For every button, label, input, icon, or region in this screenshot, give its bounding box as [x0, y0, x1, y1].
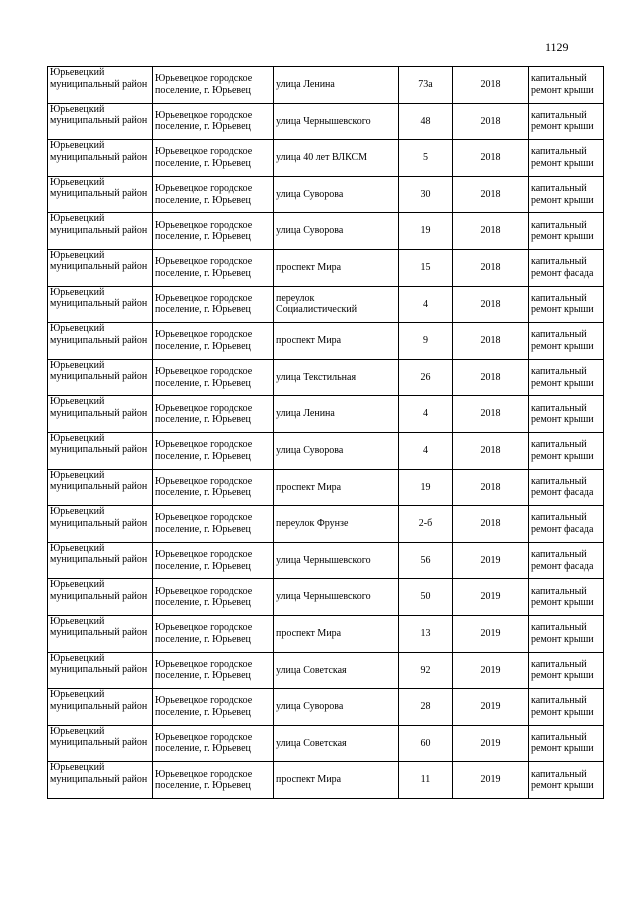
settlement-cell: Юрьевецкое городское поселение, г. Юрьевец	[153, 67, 274, 104]
settlement-cell: Юрьевецкое городское поселение, г. Юрьевец	[153, 286, 274, 323]
house-number-cell: 50	[399, 579, 453, 616]
page-number: 1129	[545, 40, 569, 54]
year-cell: 2018	[453, 249, 529, 286]
district-cell: Юрьевецкий муниципальный район	[48, 725, 153, 762]
district-cell: Юрьевецкий муниципальный район	[48, 469, 153, 506]
settlement-cell: Юрьевецкое городское поселение, г. Юрьевец	[153, 103, 274, 140]
house-number-cell: 26	[399, 359, 453, 396]
settlement-cell: Юрьевецкое городское поселение, г. Юрьевец	[153, 652, 274, 689]
table-row	[48, 652, 604, 689]
street-cell: улица Советская	[274, 725, 399, 762]
table-row	[48, 506, 604, 543]
settlement-cell: Юрьевецкое городское поселение, г. Юрьевец	[153, 140, 274, 177]
settlement-cell: Юрьевецкое городское поселение, г. Юрьевец	[153, 725, 274, 762]
district-cell: Юрьевецкий муниципальный район	[48, 396, 153, 433]
year-cell: 2018	[453, 323, 529, 360]
year-cell: 2018	[453, 469, 529, 506]
district-cell: Юрьевецкий муниципальный район	[48, 542, 153, 579]
street-cell: улица Суворова	[274, 176, 399, 213]
street-cell: улица Чернышевского	[274, 542, 399, 579]
work-type-cell: капитальный ремонт крыши	[529, 652, 604, 689]
street-cell: улица 40 лет ВЛКСМ	[274, 140, 399, 177]
house-number-cell: 5	[399, 140, 453, 177]
table-row	[48, 762, 604, 799]
work-type-cell: капитальный ремонт крыши	[529, 615, 604, 652]
settlement-cell: Юрьевецкое городское поселение, г. Юрьевец	[153, 249, 274, 286]
settlement-cell: Юрьевецкое городское поселение, г. Юрьевец	[153, 689, 274, 726]
table-row	[48, 579, 604, 616]
house-number-cell: 60	[399, 725, 453, 762]
table-row	[48, 469, 604, 506]
year-cell: 2018	[453, 396, 529, 433]
settlement-cell: Юрьевецкое городское поселение, г. Юрьевец	[153, 432, 274, 469]
table-row	[48, 689, 604, 726]
year-cell: 2019	[453, 689, 529, 726]
house-number-cell: 15	[399, 249, 453, 286]
table-row	[48, 542, 604, 579]
year-cell: 2018	[453, 432, 529, 469]
table-row	[48, 176, 604, 213]
table-row	[48, 140, 604, 177]
street-cell: проспект Мира	[274, 249, 399, 286]
district-cell: Юрьевецкий муниципальный район	[48, 506, 153, 543]
district-cell: Юрьевецкий муниципальный район	[48, 103, 153, 140]
street-cell: улица Ленина	[274, 396, 399, 433]
table-row	[48, 323, 604, 360]
house-number-cell: 4	[399, 432, 453, 469]
table-row	[48, 286, 604, 323]
house-number-cell: 56	[399, 542, 453, 579]
repair-registry-table	[47, 66, 604, 799]
work-type-cell: капитальный ремонт фасада	[529, 506, 604, 543]
street-cell: улица Советская	[274, 652, 399, 689]
district-cell: Юрьевецкий муниципальный район	[48, 213, 153, 250]
work-type-cell: капитальный ремонт фасада	[529, 542, 604, 579]
street-cell: улица Суворова	[274, 432, 399, 469]
table-row	[48, 67, 604, 104]
street-cell: проспект Мира	[274, 762, 399, 799]
table-row	[48, 725, 604, 762]
year-cell: 2018	[453, 176, 529, 213]
year-cell: 2019	[453, 542, 529, 579]
district-cell: Юрьевецкий муниципальный район	[48, 176, 153, 213]
house-number-cell: 48	[399, 103, 453, 140]
street-cell: улица Ленина	[274, 67, 399, 104]
work-type-cell: капитальный ремонт фасада	[529, 249, 604, 286]
work-type-cell: капитальный ремонт крыши	[529, 67, 604, 104]
work-type-cell: капитальный ремонт крыши	[529, 396, 604, 433]
house-number-cell: 4	[399, 396, 453, 433]
settlement-cell: Юрьевецкое городское поселение, г. Юрьевец	[153, 542, 274, 579]
street-cell: проспект Мира	[274, 615, 399, 652]
year-cell: 2019	[453, 615, 529, 652]
work-type-cell: капитальный ремонт фасада	[529, 469, 604, 506]
year-cell: 2018	[453, 213, 529, 250]
district-cell: Юрьевецкий муниципальный район	[48, 286, 153, 323]
settlement-cell: Юрьевецкое городское поселение, г. Юрьевец	[153, 213, 274, 250]
district-cell: Юрьевецкий муниципальный район	[48, 140, 153, 177]
year-cell: 2019	[453, 579, 529, 616]
year-cell: 2018	[453, 140, 529, 177]
house-number-cell: 4	[399, 286, 453, 323]
house-number-cell: 13	[399, 615, 453, 652]
street-cell: проспект Мира	[274, 469, 399, 506]
work-type-cell: капитальный ремонт крыши	[529, 432, 604, 469]
work-type-cell: капитальный ремонт крыши	[529, 579, 604, 616]
year-cell: 2018	[453, 103, 529, 140]
year-cell: 2018	[453, 506, 529, 543]
house-number-cell: 11	[399, 762, 453, 799]
settlement-cell: Юрьевецкое городское поселение, г. Юрьевец	[153, 579, 274, 616]
table-row	[48, 213, 604, 250]
table-row	[48, 103, 604, 140]
year-cell: 2018	[453, 359, 529, 396]
registry-body	[48, 67, 604, 799]
district-cell: Юрьевецкий муниципальный район	[48, 249, 153, 286]
district-cell: Юрьевецкий муниципальный район	[48, 762, 153, 799]
work-type-cell: капитальный ремонт крыши	[529, 213, 604, 250]
district-cell: Юрьевецкий муниципальный район	[48, 323, 153, 360]
work-type-cell: капитальный ремонт крыши	[529, 725, 604, 762]
table-row	[48, 249, 604, 286]
year-cell: 2019	[453, 725, 529, 762]
district-cell: Юрьевецкий муниципальный район	[48, 579, 153, 616]
settlement-cell: Юрьевецкое городское поселение, г. Юрьевец	[153, 323, 274, 360]
settlement-cell: Юрьевецкое городское поселение, г. Юрьевец	[153, 359, 274, 396]
house-number-cell: 28	[399, 689, 453, 726]
street-cell: переулок Социалистический	[274, 286, 399, 323]
street-cell: улица Чернышевского	[274, 103, 399, 140]
house-number-cell: 19	[399, 213, 453, 250]
year-cell: 2018	[453, 286, 529, 323]
settlement-cell: Юрьевецкое городское поселение, г. Юрьевец	[153, 176, 274, 213]
work-type-cell: капитальный ремонт крыши	[529, 689, 604, 726]
street-cell: улица Текстильная	[274, 359, 399, 396]
year-cell: 2018	[453, 67, 529, 104]
street-cell: улица Суворова	[274, 689, 399, 726]
settlement-cell: Юрьевецкое городское поселение, г. Юрьевец	[153, 762, 274, 799]
district-cell: Юрьевецкий муниципальный район	[48, 359, 153, 396]
work-type-cell: капитальный ремонт крыши	[529, 140, 604, 177]
settlement-cell: Юрьевецкое городское поселение, г. Юрьевец	[153, 615, 274, 652]
table-row	[48, 615, 604, 652]
house-number-cell: 92	[399, 652, 453, 689]
street-cell: улица Чернышевского	[274, 579, 399, 616]
table-row	[48, 359, 604, 396]
house-number-cell: 2-б	[399, 506, 453, 543]
street-cell: переулок Фрунзе	[274, 506, 399, 543]
house-number-cell: 9	[399, 323, 453, 360]
street-cell: улица Суворова	[274, 213, 399, 250]
house-number-cell: 19	[399, 469, 453, 506]
table-row	[48, 432, 604, 469]
district-cell: Юрьевецкий муниципальный район	[48, 689, 153, 726]
settlement-cell: Юрьевецкое городское поселение, г. Юрьевец	[153, 396, 274, 433]
work-type-cell: капитальный ремонт крыши	[529, 103, 604, 140]
work-type-cell: капитальный ремонт крыши	[529, 323, 604, 360]
year-cell: 2019	[453, 652, 529, 689]
street-cell: проспект Мира	[274, 323, 399, 360]
district-cell: Юрьевецкий муниципальный район	[48, 652, 153, 689]
work-type-cell: капитальный ремонт крыши	[529, 762, 604, 799]
settlement-cell: Юрьевецкое городское поселение, г. Юрьевец	[153, 469, 274, 506]
house-number-cell: 30	[399, 176, 453, 213]
house-number-cell: 73а	[399, 67, 453, 104]
district-cell: Юрьевецкий муниципальный район	[48, 432, 153, 469]
work-type-cell: капитальный ремонт крыши	[529, 286, 604, 323]
settlement-cell: Юрьевецкое городское поселение, г. Юрьевец	[153, 506, 274, 543]
work-type-cell: капитальный ремонт крыши	[529, 176, 604, 213]
year-cell: 2019	[453, 762, 529, 799]
table-row	[48, 396, 604, 433]
work-type-cell: капитальный ремонт крыши	[529, 359, 604, 396]
district-cell: Юрьевецкий муниципальный район	[48, 615, 153, 652]
district-cell: Юрьевецкий муниципальный район	[48, 67, 153, 104]
